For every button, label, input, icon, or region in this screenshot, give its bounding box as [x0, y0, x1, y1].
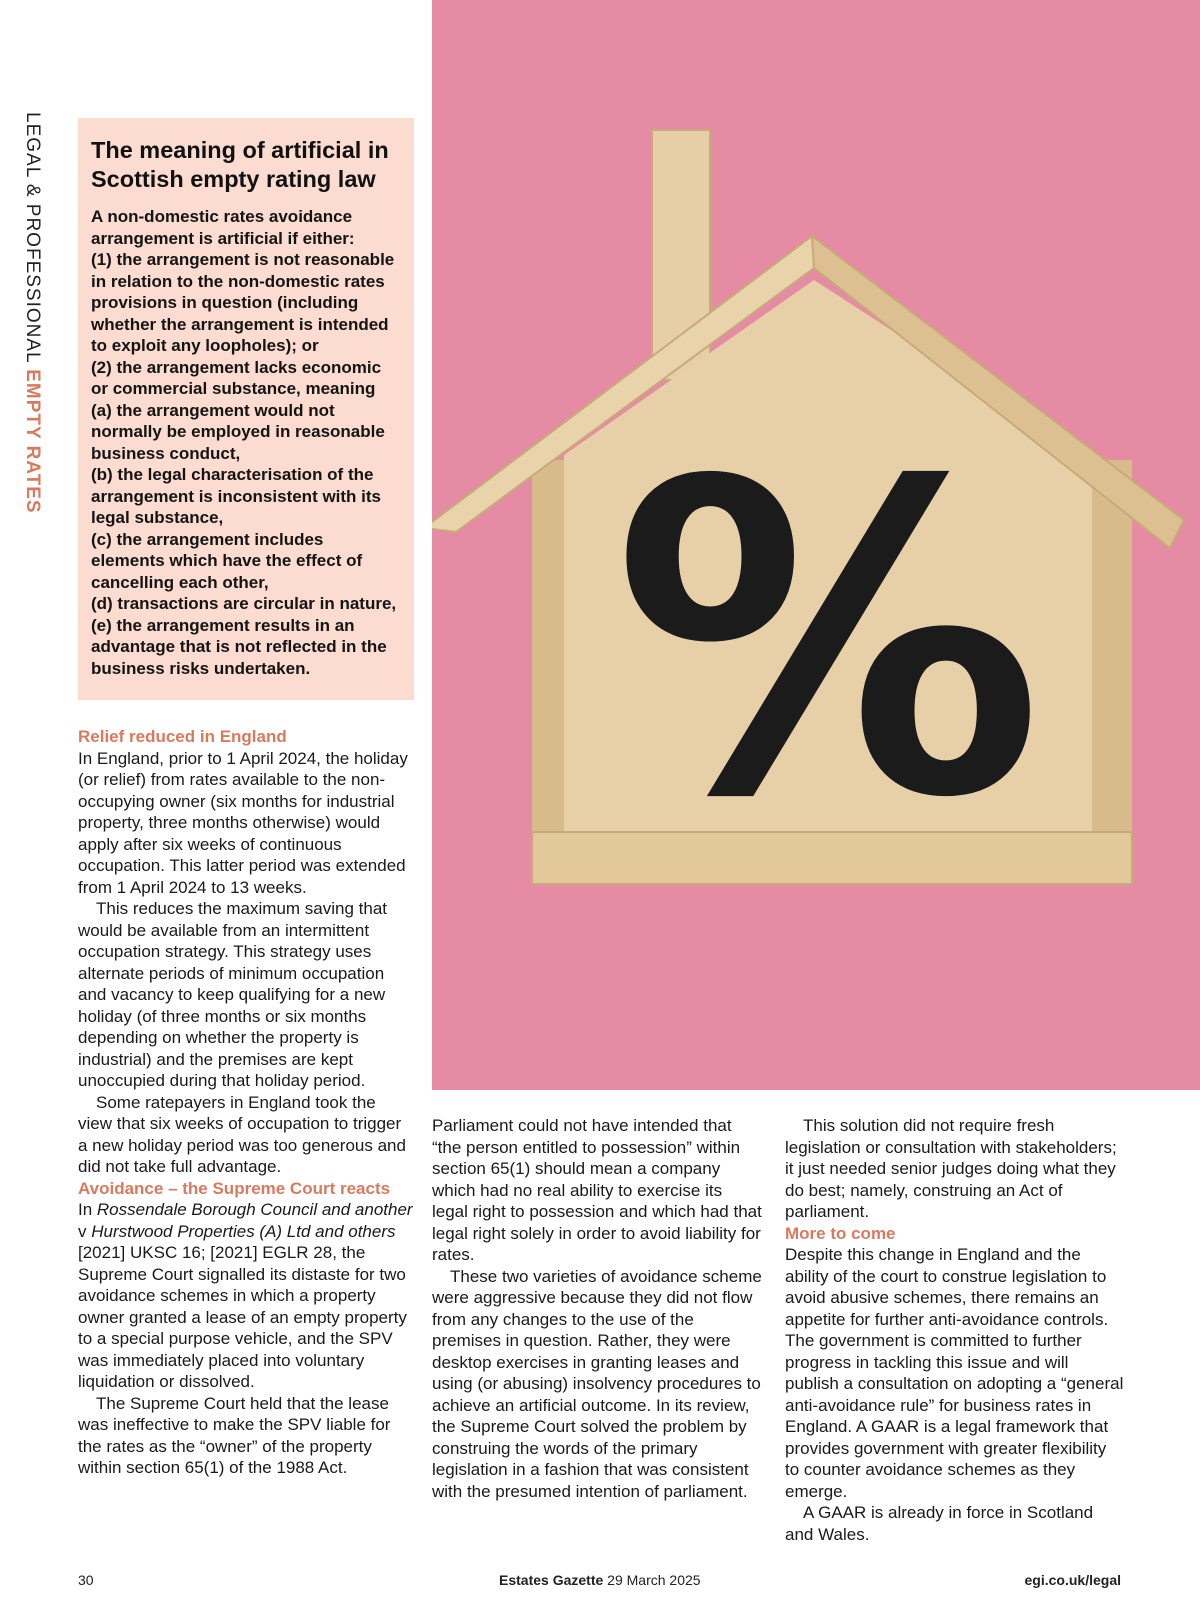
publication-name: Estates Gazette [499, 1572, 604, 1588]
box-body: A non-domestic rates avoidance arrangement is artificial if either: (1) the arrangement is not reasonable in relation to the non-domestic rates provisions in question (including whether the arrangement is intended to exploit any loopholes); or (2) the arrangement lacks economic or commercial substance, meaning (a) the arrangement would not normally be employed in reasonable business conduct, (b) the legal characterisation of the arrangement is inconsistent with its legal substance, (c) the arrangement includes elements which have the effect of cancelling each other, (d) transactions are circular in nature, (e) the arrangement results in an advantage that is not reflected in the business risks undertaken. [91, 207, 397, 678]
publication-date: 29 March 2025 [603, 1572, 701, 1588]
section-label-prefix: LEGAL & PROFESSIONAL [22, 112, 43, 370]
hero-image-house-percent [432, 0, 1200, 1090]
paragraph-case [78, 1199, 413, 1393]
article-column-1 [78, 726, 413, 1479]
paragraph: This solution did not require fresh legislation or consultation with stakeholders; it just needed senior judges doing what they do best; namely, construing an Act of parliament. [785, 1116, 1117, 1221]
paragraph: These two varieties of avoidance scheme were aggressive because they did not flow from any changes to the use of the premises in question. Rather, they were desktop exercises in granting leases and using (or abusing) insolvency procedures to achieve an artificial outcome. In its review, the Supreme Court solved the problem by construing the words of the primary legislation in a fashion that was consistent with the presumed intention of parliament. [432, 1266, 762, 1501]
house-right-wall [1092, 460, 1132, 870]
section-label-accent: EMPTY RATES [22, 369, 43, 514]
paragraph: The Supreme Court held that the lease was ineffective to make the SPV liable for the rates as the “owner” of the property within section 65(1) of the 1988 Act. [78, 1393, 391, 1477]
paragraph: A GAAR is already in force in Scotland and Wales. [785, 1503, 1094, 1544]
house-left-wall [532, 460, 564, 840]
footer-url[interactable]: egi.co.uk/legal [1024, 1572, 1121, 1588]
case-versus: v [78, 1221, 92, 1241]
article-column-2 [432, 1115, 762, 1502]
page-number: 30 [78, 1572, 94, 1588]
paragraph: Some ratepayers in England took the view that six weeks of occupation to trigger a new holiday period was too generous and did not take full advantage. [78, 1092, 406, 1176]
paragraph: This reduces the maximum saving that would be available from an intermittent occupation strategy. This strategy uses alternate periods of minimum occupation and vacancy to keep qualifying for a new holiday (of three months or six months depending on whether the property is industrial) and the premises are kept unoccupied during that holiday period. [78, 899, 388, 1090]
percent-symbol: % [612, 392, 1044, 892]
case-rest: [2021] UKSC 16; [2021] EGLR 28, the Supreme Court signalled its distaste for two avoidance schemes in which a property owner granted a lease of an empty property to a special purpose vehicle, and the SPV was immediately placed into voluntary liquidation or dissolved. [78, 1243, 407, 1391]
publication-info [499, 1572, 701, 1588]
article-column-3 [785, 1115, 1125, 1545]
paragraph: Despite this change in England and the ability of the court to construe legislation to avoid abusive schemes, there remains an appetite for further anti-avoidance controls. The government is committed to further progress in tackling this issue and will publish a consultation on adopting a “general anti-avoidance rule” for business rates in England. A GAAR is a legal framework that provides government with greater flexibility to counter avoidance schemes as they emerge. [785, 1245, 1124, 1501]
case-lead: In [78, 1200, 97, 1219]
paragraph: Parliament could not have intended that “the person entitled to possession” within section 65(1) should mean a company which had no real ability to exercise its legal right to possession and which had that legal right solely in order to avoid liability for rates. [432, 1116, 762, 1264]
case-name-2: Hurstwood Properties (A) Ltd and others [91, 1221, 396, 1241]
section-label [21, 112, 43, 532]
house-illustration [432, 0, 1200, 1090]
subheading-more-to-come: More to come [785, 1223, 896, 1243]
paragraph: In England, prior to 1 April 2024, the holiday (or relief) from rates available to the non-occupying owner (six months for industrial property, three months otherwise) would apply after six weeks of continuous occupation. This latter period was extended from 1 April 2024 to 13 weeks. [78, 748, 408, 897]
subheading-relief-reduced: Relief reduced in England [78, 727, 287, 746]
case-name: Rossendale Borough Council and another [96, 1200, 413, 1219]
box-title: The meaning of artificial in Scottish empty rating law [91, 137, 389, 192]
sidebar-box [78, 118, 414, 700]
subheading-avoidance: Avoidance – the Supreme Court reacts [78, 1178, 391, 1198]
